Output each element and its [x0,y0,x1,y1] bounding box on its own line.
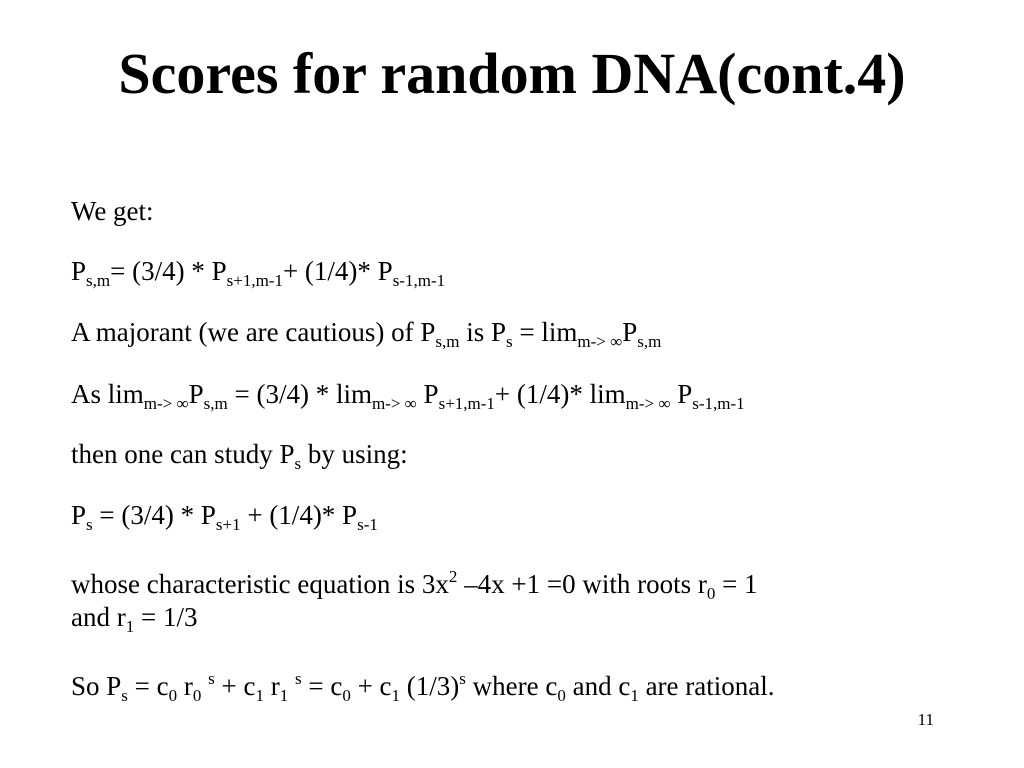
subscript: s-1,m-1 [392,271,446,290]
subscript: 0 [342,686,351,705]
superscript: s [294,669,302,688]
text-segment: + c [214,671,256,701]
body-line-simplified-recurrence [71,498,378,542]
text-segment: = (3/4) * P [110,256,227,286]
body-line-solution [71,662,775,713]
subscript: s,m [637,332,662,351]
subscript: m-> ∞ [143,394,189,413]
subscript: m-> ∞ [577,332,623,351]
text-segment: (1/3) [400,671,460,701]
subscript: s [86,515,93,534]
subscript: 1 [255,686,264,705]
text-segment: whose characteristic equation is 3x [71,569,449,599]
text-segment: then one can study P [71,439,295,469]
text-segment: + (1/4)* lim [494,379,626,409]
text-segment: r [263,671,280,701]
text-segment: P [71,256,87,286]
text-segment: P [622,317,638,347]
body-line-recurrence [71,254,445,298]
text-segment: = (3/4) * P [92,500,216,530]
text-segment: We get: [71,196,154,226]
subscript: s+1,m-1 [226,271,283,290]
text-segment: As lim [71,379,144,409]
subscript: 1 [125,617,135,636]
text-segment: P [188,379,204,409]
superscript: 2 [448,567,458,586]
text-segment: P [71,500,87,530]
subscript: s+1 [215,515,241,534]
subscript: 0 [168,686,178,705]
text-segment: = lim [512,317,578,347]
superscript: s [459,669,466,688]
subscript: s [506,332,513,351]
page-number: 11 [917,710,934,729]
text-segment: where c [465,671,558,701]
text-segment: is P [459,317,507,347]
text-segment: P [670,379,693,409]
subscript: 0 [557,686,566,705]
text-segment: are rational. [638,671,775,701]
text-segment: –4x +1 =0 with roots r [457,569,707,599]
text-segment: = (3/4) * lim [227,379,372,409]
subscript: 0 [706,584,716,603]
subscript: 0 [192,686,202,705]
subscript: 1 [391,686,401,705]
subscript: 1 [279,686,289,705]
slide-title: Scores for random DNA(cont.4) [118,41,906,106]
subscript: m-> ∞ [371,394,417,413]
text-segment: A majorant (we are cautious) of P [71,317,436,347]
text-segment: by using: [301,439,408,469]
text-segment: + c [350,671,392,701]
body-line-characteristic-equation-cont [71,600,197,644]
text-segment: So P [71,671,122,701]
text-segment: P [416,379,439,409]
subscript: s-1 [357,515,378,534]
text-segment: = c [127,671,169,701]
body-line-limit [71,377,745,421]
text-segment: + (1/4)* P [240,500,358,530]
subscript: s [121,686,128,705]
subscript: s,m [203,394,228,413]
body-line-we-get [71,194,154,228]
subscript: s,m [86,271,111,290]
text-segment [288,671,295,701]
text-segment: + (1/4)* P [282,256,393,286]
superscript: s [208,669,215,688]
text-segment: = 1 [715,569,758,599]
text-segment: and r [71,602,126,632]
subscript: s,m [435,332,460,351]
text-segment: = c [301,671,343,701]
subscript: 1 [630,686,639,705]
subscript: s-1,m-1 [692,394,745,413]
body-line-majorant [71,315,661,359]
text-segment: and c [565,671,631,701]
subscript: m-> ∞ [625,394,671,413]
subscript: s+1,m-1 [438,394,495,413]
text-segment: = 1/3 [134,602,198,632]
subscript: s [294,454,302,473]
text-segment: r [177,671,193,701]
body-line-study [71,437,408,481]
